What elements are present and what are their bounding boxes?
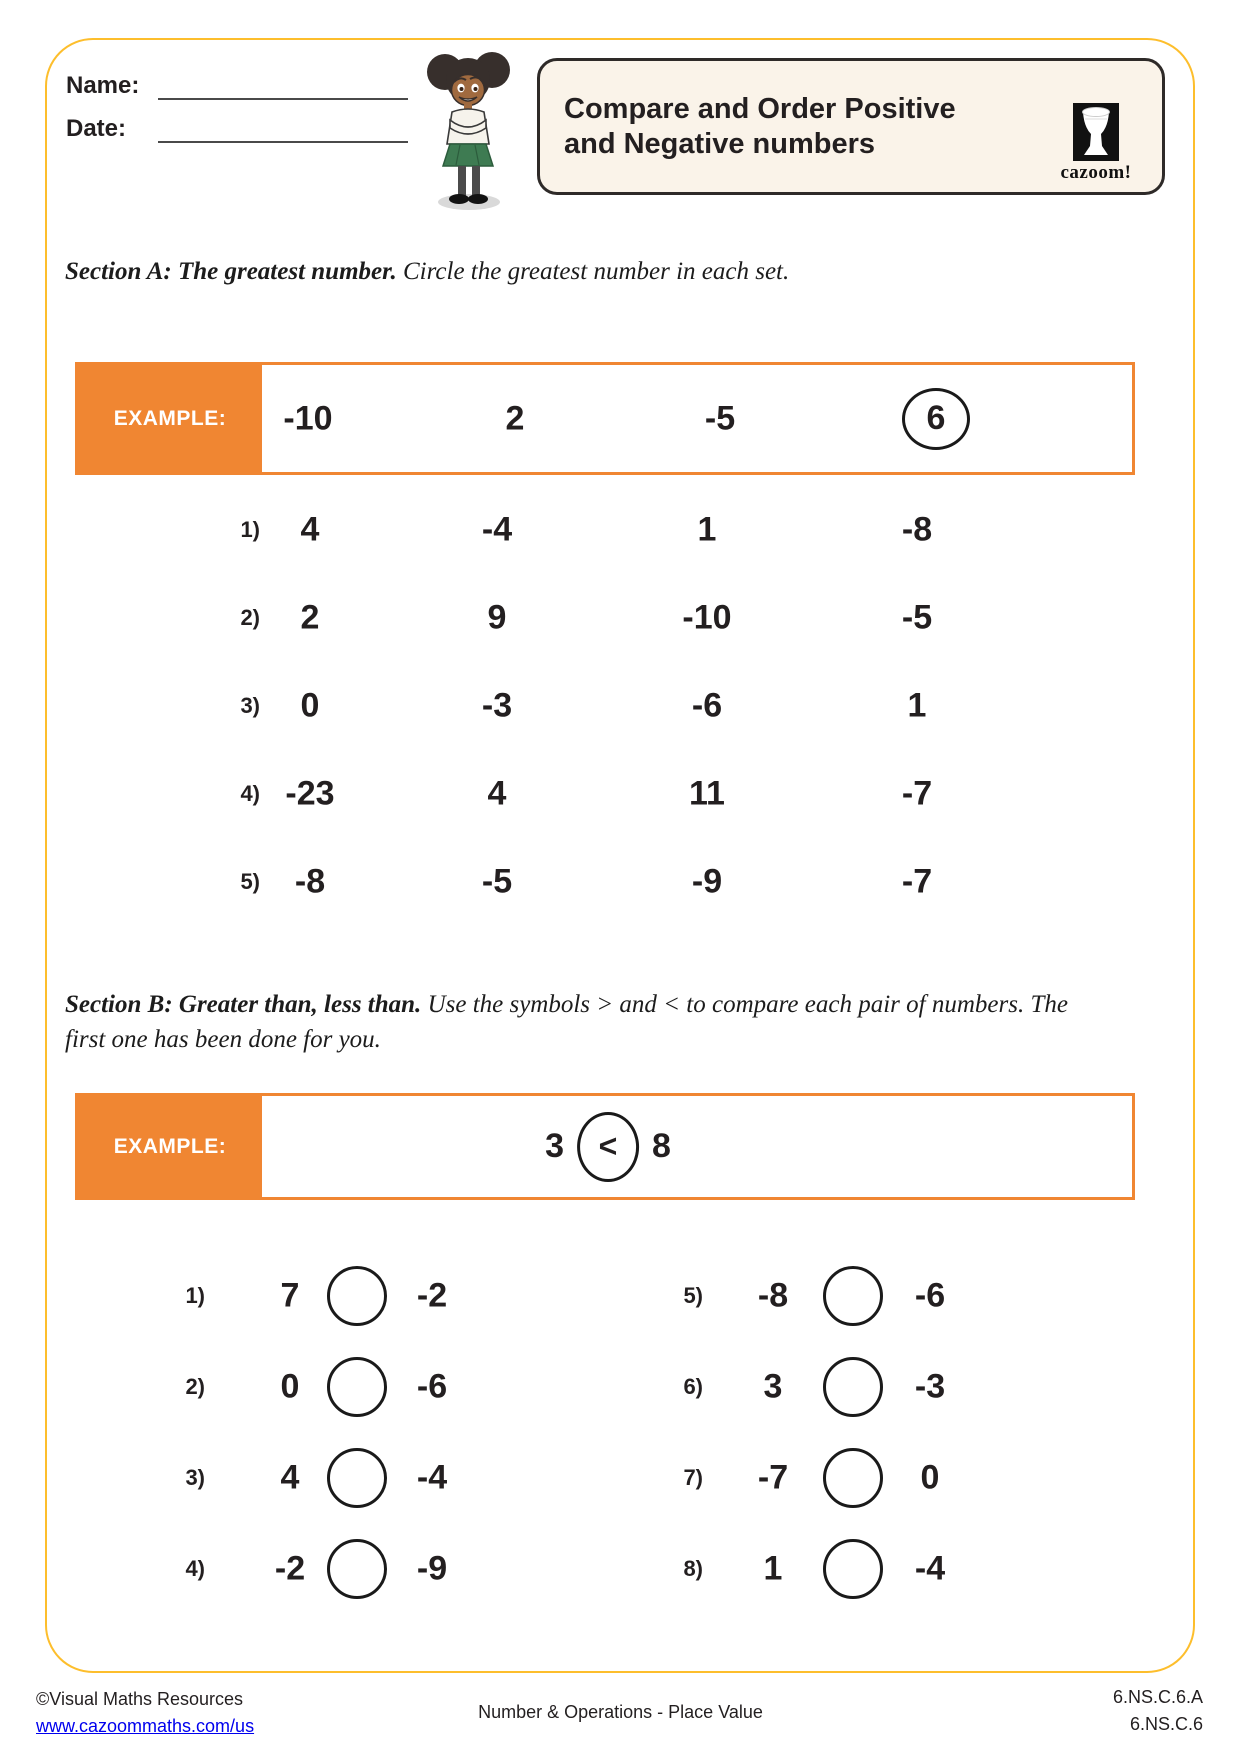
question-row bbox=[75, 486, 1135, 574]
number-option[interactable]: -4 bbox=[481, 510, 513, 549]
number-option[interactable]: -5 bbox=[481, 862, 513, 901]
standard-code-2: 6.NS.C.6 bbox=[1129, 1714, 1203, 1734]
right-number: -4 bbox=[416, 1458, 448, 1497]
answer-circle[interactable] bbox=[823, 1448, 883, 1508]
question-row bbox=[75, 838, 1135, 926]
name-label: Name: bbox=[66, 72, 140, 99]
right-number: 0 bbox=[920, 1458, 940, 1497]
number-option[interactable]: 4 bbox=[300, 510, 320, 549]
number-option[interactable]: -7 bbox=[901, 774, 933, 813]
question-number: 2) bbox=[185, 1374, 205, 1399]
worksheet-title: Compare and Order Positive and Negative numbers bbox=[564, 93, 956, 160]
copyright-text: ©Visual Maths Resources bbox=[36, 1689, 244, 1709]
example-a-circled-answer bbox=[902, 388, 970, 450]
right-number: -9 bbox=[416, 1549, 448, 1588]
section-b-example-label: EXAMPLE: bbox=[78, 1096, 262, 1197]
cazoom-logo-word: cazoom! bbox=[1060, 162, 1132, 183]
answer-circle[interactable] bbox=[327, 1357, 387, 1417]
example-b-answer-circle bbox=[577, 1112, 639, 1182]
section-a-example-box bbox=[75, 362, 1135, 475]
right-number: -6 bbox=[914, 1276, 946, 1315]
student-character-illustration bbox=[416, 48, 528, 216]
answer-circle[interactable] bbox=[327, 1448, 387, 1508]
footer-topic: Number & Operations - Place Value bbox=[478, 1702, 763, 1722]
left-number: -7 bbox=[757, 1458, 789, 1497]
left-number: 3 bbox=[763, 1367, 783, 1406]
section-b-example-comparison bbox=[545, 1112, 671, 1182]
number-option[interactable]: 11 bbox=[689, 774, 725, 813]
left-number: -8 bbox=[757, 1276, 789, 1315]
question-number: 5) bbox=[240, 869, 260, 894]
worksheet-title-box bbox=[537, 58, 1165, 195]
date-input-line[interactable] bbox=[158, 141, 408, 143]
answer-circle[interactable] bbox=[823, 1357, 883, 1417]
example-a-number-1: -10 bbox=[283, 399, 333, 437]
number-option[interactable]: -3 bbox=[481, 686, 513, 725]
date-label: Date: bbox=[66, 115, 127, 142]
left-number: 4 bbox=[280, 1458, 300, 1497]
number-option[interactable]: 0 bbox=[300, 686, 320, 725]
question-number: 1) bbox=[185, 1283, 205, 1308]
left-number: 7 bbox=[280, 1276, 300, 1315]
section-a-heading-bold: Section A: The greatest number. bbox=[65, 258, 397, 285]
number-option[interactable]: -23 bbox=[285, 774, 335, 813]
section-b-heading bbox=[65, 988, 1075, 1057]
section-b-heading-instruction: Use the symbols > and < to compare each pair of numbers. The first one has been done for you. bbox=[65, 991, 1068, 1053]
right-number: -2 bbox=[416, 1276, 448, 1315]
answer-circle[interactable] bbox=[327, 1266, 387, 1326]
answer-circle[interactable] bbox=[327, 1539, 387, 1599]
number-option[interactable]: 1 bbox=[907, 686, 927, 725]
question-number: 6) bbox=[683, 1374, 703, 1399]
question-number: 7) bbox=[683, 1465, 703, 1490]
example-a-number-2: 2 bbox=[505, 399, 525, 437]
number-option[interactable]: -6 bbox=[691, 686, 723, 725]
girl-cartoon-icon bbox=[416, 48, 528, 216]
question-number: 8) bbox=[683, 1556, 703, 1581]
djembe-drum-icon bbox=[1073, 103, 1119, 161]
question-row bbox=[75, 574, 1135, 662]
number-option[interactable]: -7 bbox=[901, 862, 933, 901]
standard-code-1: 6.NS.C.6.A bbox=[1112, 1687, 1203, 1707]
section-a-heading-instruction: Circle the greatest number in each set. bbox=[396, 258, 790, 285]
question-number: 4) bbox=[185, 1556, 205, 1581]
right-number: -4 bbox=[914, 1549, 946, 1588]
section-b-heading-bold: Section B: Greater than, less than. bbox=[65, 991, 422, 1018]
number-option[interactable]: -10 bbox=[682, 598, 732, 637]
left-number: 1 bbox=[763, 1549, 783, 1588]
section-a-rows bbox=[75, 486, 1135, 926]
answer-circle[interactable] bbox=[823, 1539, 883, 1599]
section-a-heading bbox=[65, 255, 1075, 290]
answer-circle[interactable] bbox=[823, 1266, 883, 1326]
number-option[interactable]: -5 bbox=[901, 598, 933, 637]
example-b-left-number: 3 bbox=[545, 1127, 564, 1165]
right-number: -3 bbox=[914, 1367, 946, 1406]
question-row bbox=[75, 662, 1135, 750]
question-row bbox=[75, 750, 1135, 838]
section-a-example-label: EXAMPLE: bbox=[78, 365, 262, 472]
question-number: 3) bbox=[185, 1465, 205, 1490]
right-number: -6 bbox=[416, 1367, 448, 1406]
example-b-symbol: < bbox=[598, 1128, 618, 1164]
number-option[interactable]: 1 bbox=[697, 510, 717, 549]
left-number: -2 bbox=[274, 1549, 306, 1588]
number-option[interactable]: -8 bbox=[294, 862, 326, 901]
number-option[interactable]: -9 bbox=[691, 862, 723, 901]
question-number: 3) bbox=[240, 693, 260, 718]
cazoom-logo bbox=[1048, 103, 1144, 184]
cazoom-website-link[interactable]: www.cazoommaths.com/us bbox=[36, 1716, 255, 1736]
number-option[interactable]: 9 bbox=[487, 598, 507, 637]
name-input-line[interactable] bbox=[158, 98, 408, 100]
footer-standards bbox=[1113, 1684, 1203, 1738]
section-b-example-box bbox=[75, 1093, 1135, 1200]
number-option[interactable]: 4 bbox=[487, 774, 507, 813]
example-a-number-4: 6 bbox=[926, 399, 946, 437]
left-number: 0 bbox=[280, 1367, 300, 1406]
question-number: 1) bbox=[240, 517, 260, 542]
question-number: 2) bbox=[240, 605, 260, 630]
number-option[interactable]: 2 bbox=[300, 598, 320, 637]
question-number: 5) bbox=[683, 1283, 703, 1308]
example-a-number-3: -5 bbox=[704, 399, 736, 437]
question-number: 4) bbox=[240, 781, 260, 806]
example-b-right-number: 8 bbox=[652, 1127, 671, 1165]
number-option[interactable]: -8 bbox=[901, 510, 933, 549]
